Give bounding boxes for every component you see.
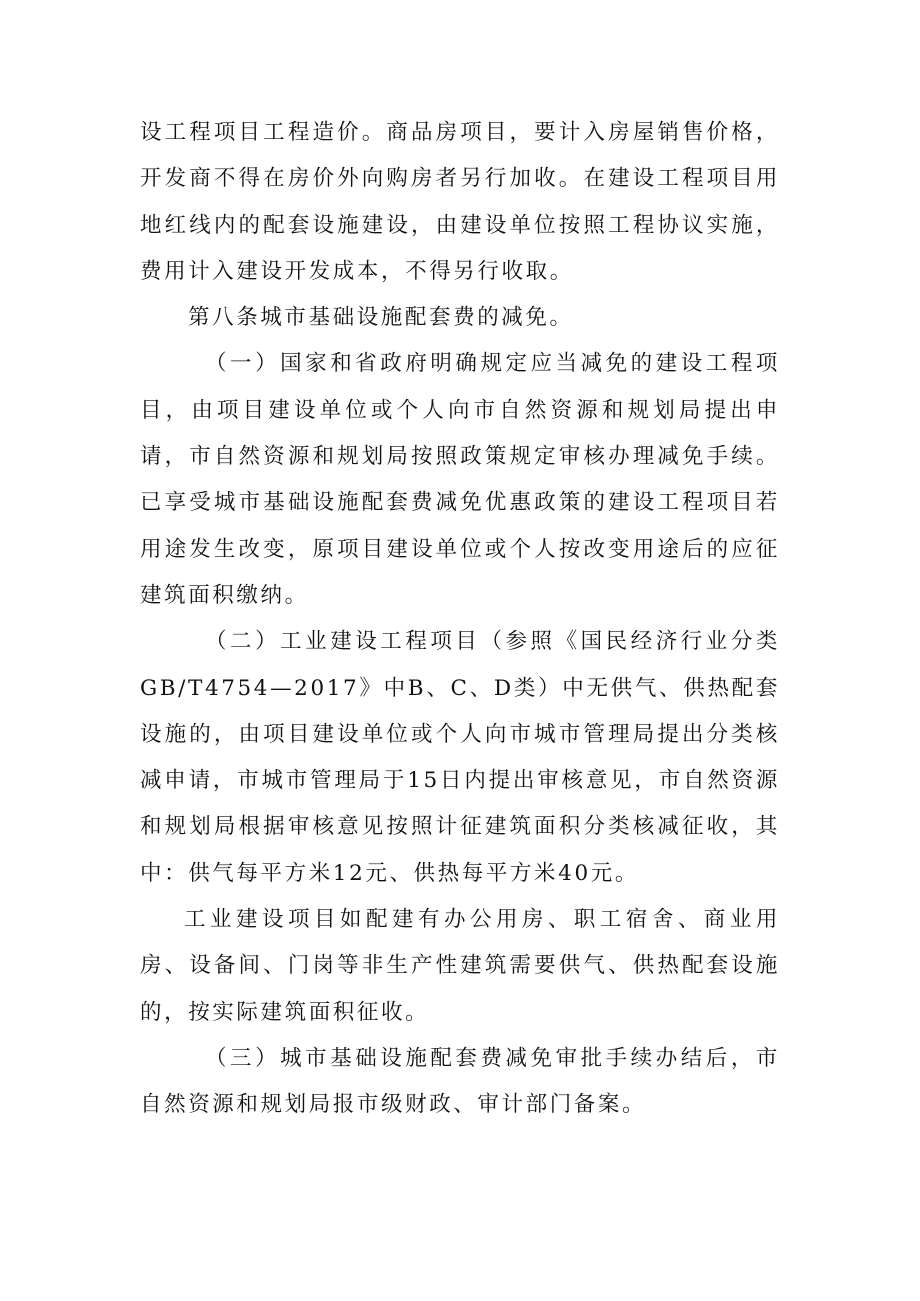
clause-2-paragraph: （二）工业建设工程项目（参照《国民经济行业分类GB/T4754—2017》中B、C、D类）中无供气、供热配套设施的，由项目建设单位或个人向市城市管理局提出分类核减申请，市城市管理局于15日内提出审核意见，市自然资源和规划局根据审核意见按照计征建筑面积分类核减征收，其中：供气每平方米12元、供热每平方米40元。: [140, 629, 780, 886]
paragraph-continuation: 设工程项目工程造价。商品房项目，要计入房屋销售价格，开发商不得在房价外向购房者另行加收。在建设工程项目用地红线内的配套设施建设，由建设单位按照工程协议实施，费用计入建设开发成本，不得另行收取。: [140, 120, 780, 284]
document-body: [140, 110, 780, 1129]
industrial-project-paragraph: 工业建设项目如配建有办公用房、职工宿舍、商业用房、设备间、门岗等非生产性建筑需要供气、供热配套设施的，按实际建筑面积征收。: [140, 907, 780, 1025]
article-8-heading: 第八条城市基础设施配套费的减免。: [188, 305, 574, 331]
clause-3-paragraph: （三）城市基础设施配套费减免审批手续办结后，市自然资源和规划局报市级财政、审计部门备案。: [140, 1045, 780, 1118]
clause-1-paragraph: （一）国家和省政府明确规定应当减免的建设工程项目，由项目建设单位或个人向市自然资源和规划局提出申请，市自然资源和规划局按照政策规定审核办理减免手续。已享受城市基础设施配套费减免优惠政策的建设工程项目若用途发生改变，原项目建设单位或个人按改变用途后的应征建筑面积缴纳。: [140, 351, 780, 608]
